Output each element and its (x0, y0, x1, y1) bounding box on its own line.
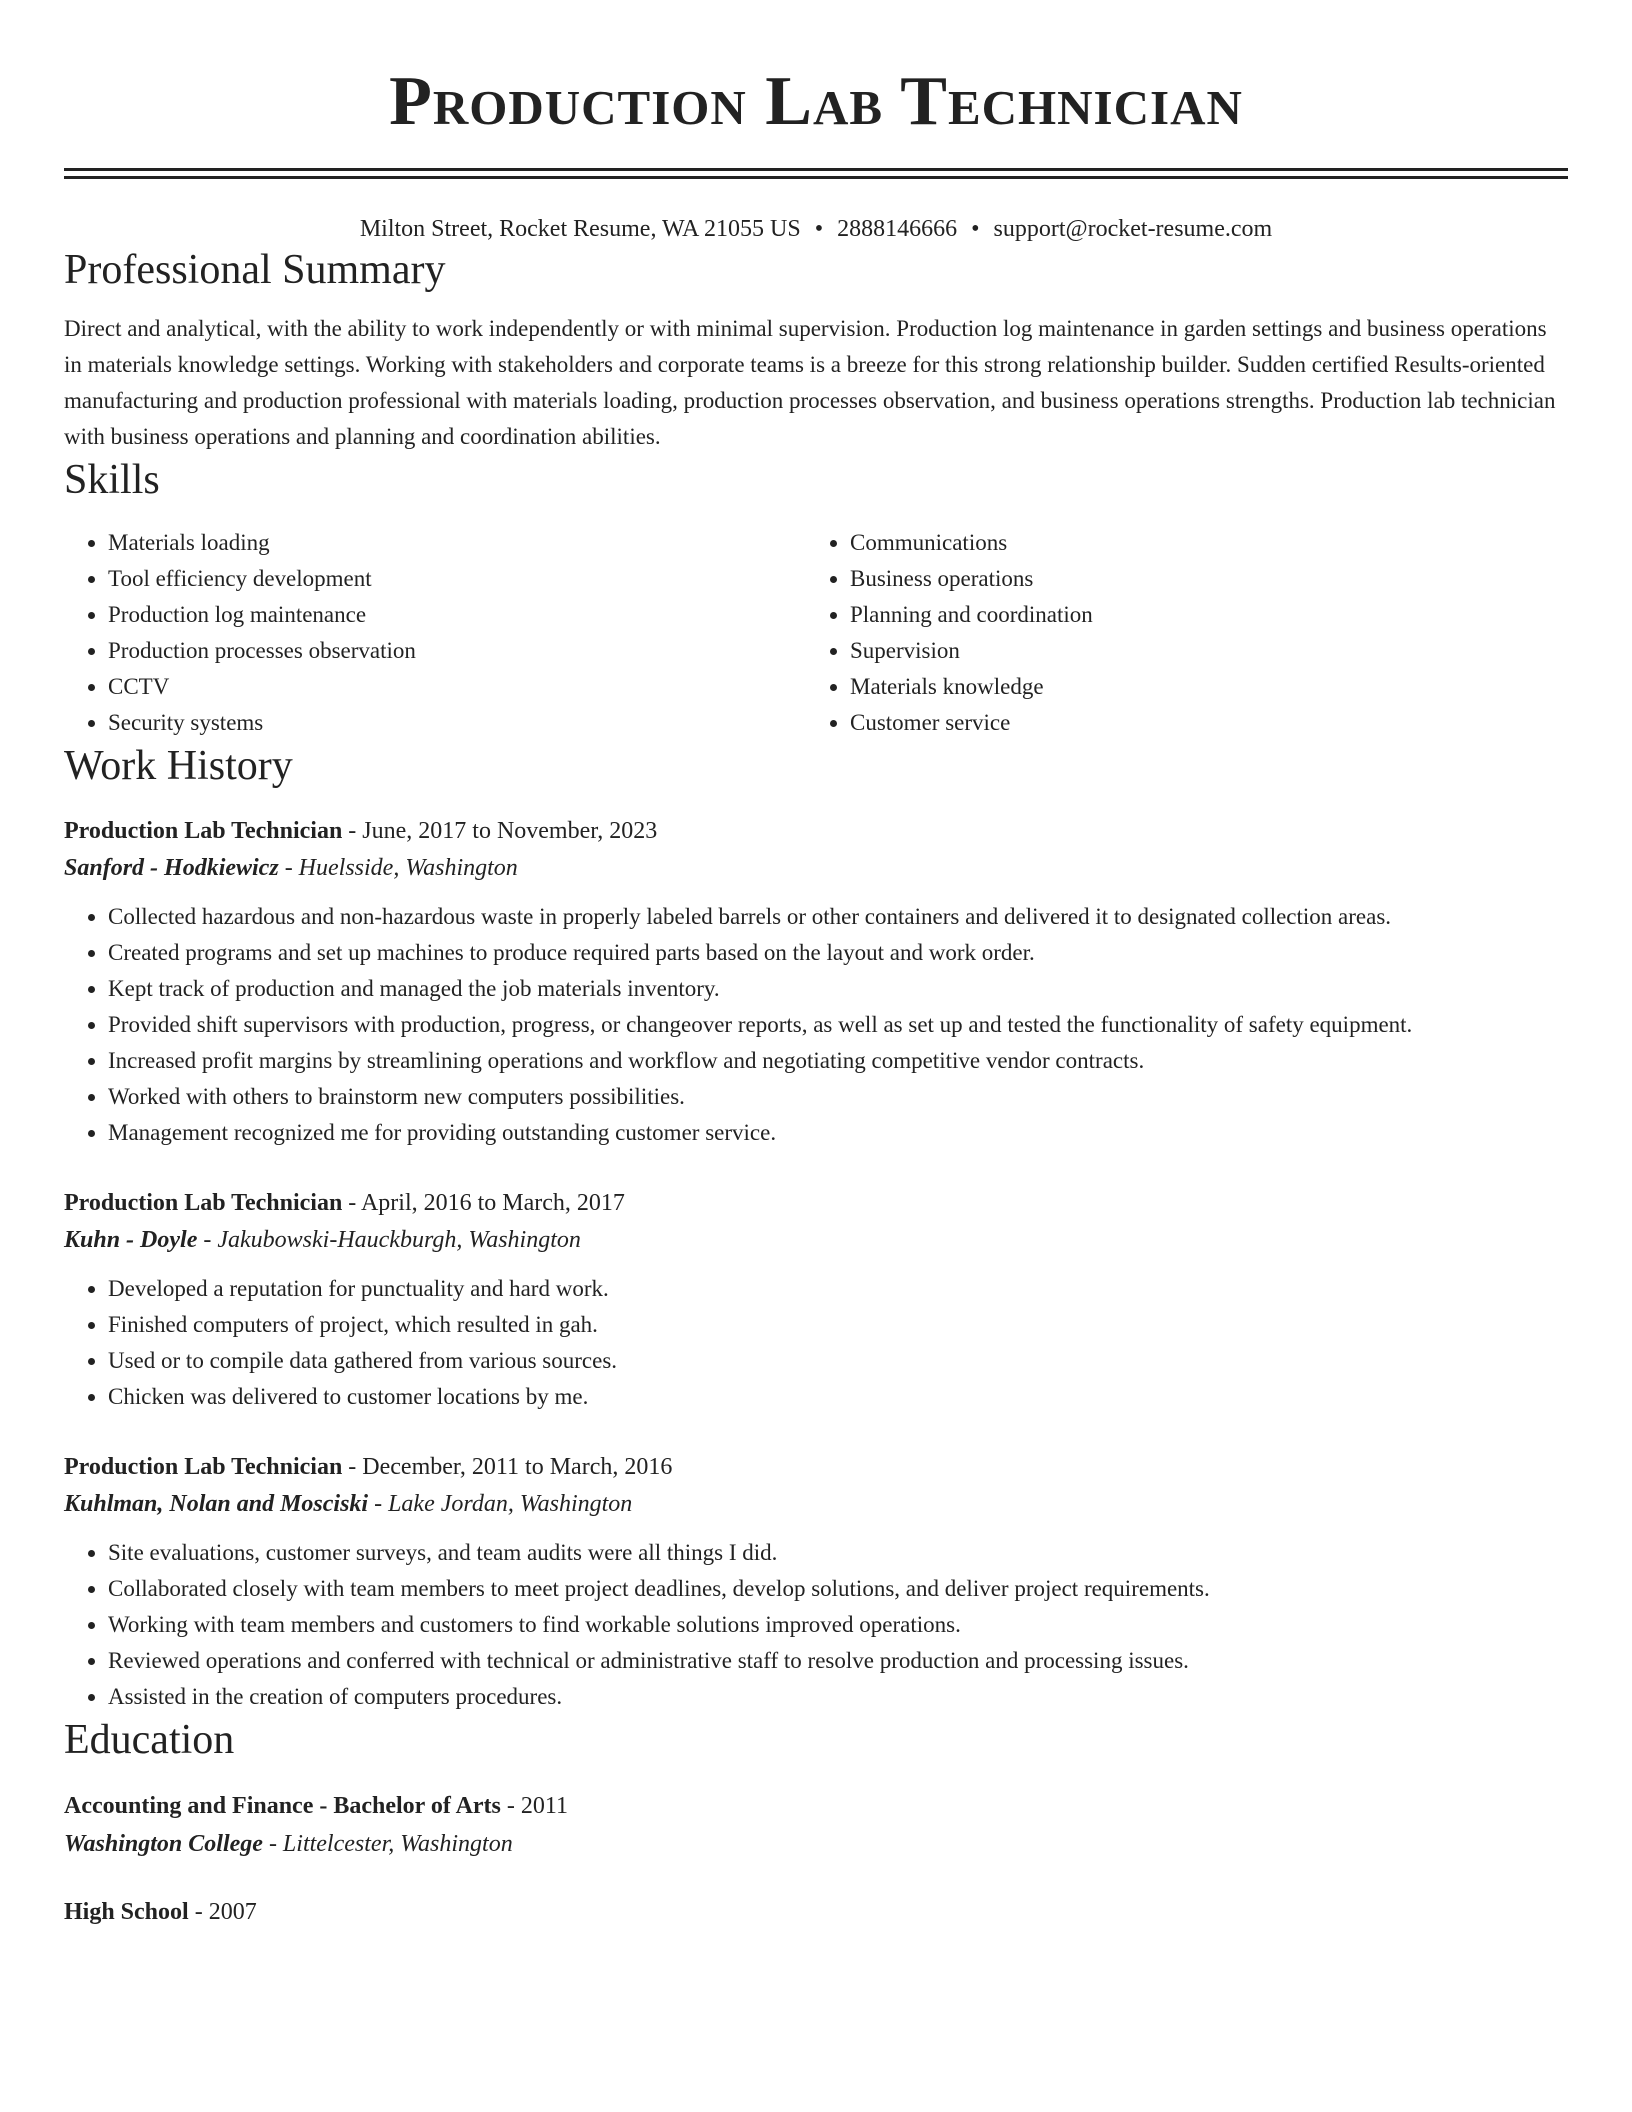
skills-heading: Skills (64, 457, 160, 503)
contact-separator: • (814, 216, 824, 242)
job-bullet: • Kept track of production and managed the job materials inventory. (108, 971, 1568, 1007)
skill-item: • Production log maintenance (108, 597, 806, 633)
job-dates: - April, 2016 to March, 2017 (342, 1190, 625, 1216)
job-bullet: • Reviewed operations and conferred with technical or administrative staff to resolve production and processing issues. (108, 1643, 1568, 1679)
header-divider (64, 168, 1568, 179)
education-degree-line (64, 1787, 1568, 1825)
education-school: Washington College (64, 1831, 263, 1857)
contact-email: support@rocket-resume.com (993, 216, 1273, 242)
job-title: Production Lab Technician (64, 1454, 343, 1480)
skill-item: • Production processes observation (108, 633, 806, 669)
education-heading: Education (64, 1717, 235, 1763)
skill-item: • Tool efficiency development (108, 561, 806, 597)
job-location: - Huelsside, Washington (278, 855, 518, 881)
summary-heading: Professional Summary (64, 247, 446, 293)
contact-phone: 2888146666 (837, 216, 958, 242)
education-degree: High School (64, 1899, 189, 1925)
contact-separator: • (971, 216, 980, 242)
education-degree: Accounting and Finance - Bachelor of Arts (64, 1793, 501, 1819)
skill-item: • Communications (850, 525, 1548, 561)
job-entry (64, 1185, 1568, 1415)
job-company: Sanford - Hodkiewicz (64, 855, 279, 881)
job-bullet: • Worked with others to brainstorm new computers possibilities. (108, 1079, 1568, 1115)
job-entry (64, 813, 1568, 1151)
job-bullet: • Used or to compile data gathered from various sources. (108, 1343, 1568, 1379)
job-bullet: • Collected hazardous and non-hazardous waste in properly labeled barrels or other containers and delivered it to designated collection areas. (108, 899, 1568, 935)
skill-item: • Security systems (108, 705, 806, 741)
job-company-line (64, 1485, 1568, 1523)
job-bullet: • Working with team members and customers to find workable solutions improved operations. (108, 1607, 1568, 1643)
skills-column-right (806, 525, 1548, 741)
education-school-line (64, 1825, 1568, 1863)
job-location: - Jakubowski-Hauckburgh, Washington (197, 1227, 581, 1253)
job-bullet: • Increased profit margins by streamlining operations and workflow and negotiating competitive vendor contracts. (108, 1043, 1568, 1079)
job-bullet: • Created programs and set up machines to produce required parts based on the layout and work order. (108, 935, 1568, 971)
job-entry (64, 1449, 1568, 1715)
job-bullets (64, 899, 1568, 1151)
education-entry (64, 1893, 1568, 1931)
job-bullet: • Assisted in the creation of computers procedures. (108, 1679, 1568, 1715)
skill-item: • Materials knowledge (850, 669, 1548, 705)
job-bullet: • Site evaluations, customer surveys, and team audits were all things I did. (108, 1535, 1568, 1571)
education-location: - Littelcester, Washington (262, 1831, 513, 1857)
job-bullet: • Provided shift supervisors with production, progress, or changeover reports, as well as set up and tested the functionality of safety equipment. (108, 1007, 1568, 1043)
education-entry (64, 1787, 1568, 1863)
skill-item: • Materials loading (108, 525, 806, 561)
job-title-line (64, 813, 1568, 849)
job-bullet: • Finished computers of project, which resulted in gah. (108, 1307, 1568, 1343)
job-bullet: • Management recognized me for providing outstanding customer service. (108, 1115, 1568, 1151)
job-title-line (64, 1185, 1568, 1221)
education-degree-line (64, 1893, 1568, 1931)
job-company-line (64, 849, 1568, 887)
job-bullet: • Collaborated closely with team members to meet project deadlines, develop solutions, and deliver project requirements. (108, 1571, 1568, 1607)
job-dates: - June, 2017 to November, 2023 (342, 818, 658, 844)
job-dates: - December, 2011 to March, 2016 (342, 1454, 673, 1480)
resume-name: Production Lab Technician (389, 63, 1243, 140)
job-bullet: • Developed a reputation for punctuality and hard work. (108, 1271, 1568, 1307)
skill-item: • CCTV (108, 669, 806, 705)
education-year: - 2007 (188, 1899, 257, 1925)
education-year: - 2011 (500, 1793, 568, 1819)
skills-column-left (64, 525, 806, 741)
job-location: - Lake Jordan, Washington (368, 1491, 633, 1517)
job-company-line (64, 1221, 1568, 1259)
job-company: Kuhlman, Nolan and Mosciski (64, 1491, 369, 1517)
contact-address: Milton Street, Rocket Resume, WA 21055 US (359, 216, 801, 242)
job-title: Production Lab Technician (64, 1190, 343, 1216)
job-bullets (64, 1535, 1568, 1715)
job-bullet: • Chicken was delivered to customer locations by me. (108, 1379, 1568, 1415)
skills-list (64, 525, 1568, 741)
job-company: Kuhn - Doyle (64, 1227, 198, 1253)
job-title: Production Lab Technician (64, 818, 343, 844)
contact-line (64, 213, 1568, 245)
work-history-heading: Work History (64, 743, 293, 789)
job-bullets (64, 1271, 1568, 1415)
skill-item: • Business operations (850, 561, 1548, 597)
job-title-line (64, 1449, 1568, 1485)
summary-text: Direct and analytical, with the ability to work independently or with minimal supervision. Production log maintenance in garden settings and business operations in materials knowledge settings. Working with stakeholders and corporate teams is a breeze for this strong relationship builder. Sudden certified Results-oriented manufacturing and production professional with materials loading, production processes observation, and business operations strengths. Production lab technician with business operations and planning and coordination abilities. (64, 316, 1556, 449)
skill-item: • Customer service (850, 705, 1548, 741)
skill-item: • Planning and coordination (850, 597, 1548, 633)
skill-item: • Supervision (850, 633, 1548, 669)
